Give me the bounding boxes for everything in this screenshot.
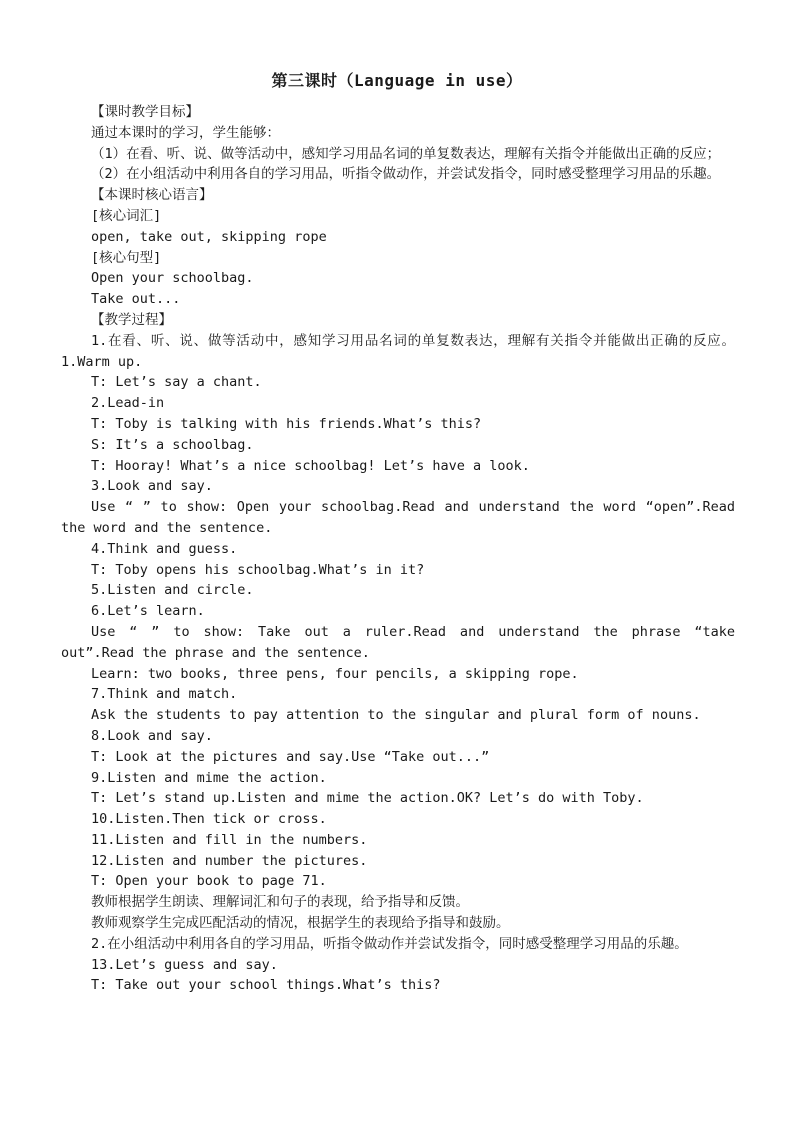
subheading-sentence-patterns: [核心句型] (91, 249, 162, 266)
paragraph: Take out... (91, 291, 181, 308)
paragraph: 5.Listen and circle. (91, 582, 254, 599)
paragraph: T: Open your book to page 71. (91, 873, 327, 890)
paragraph: Ask the students to pay attention to the singular and plural form of nouns. (91, 707, 701, 724)
paragraph: Use “ ” to show: Take out a ruler.Read and understand the phrase “take out”.Read the phrase and the sentence. (61, 623, 735, 661)
paragraph: Open your schoolbag. (91, 270, 254, 287)
paragraph: S: It’s a schoolbag. (91, 436, 254, 453)
paragraph: 教师根据学生朗读、理解词汇和句子的表现，给予指导和反馈。 (91, 894, 469, 911)
paragraph: （1）在看、听、说、做等活动中，感知学习用品名词的单复数表达，理解有关指令并能做出正确的反应； (91, 145, 721, 162)
page-title: 第三课时（Language in use） (271, 71, 523, 90)
paragraph: Learn: two books, three pens, four pencils, a skipping rope. (91, 665, 579, 682)
paragraph: 1.在看、听、说、做等活动中，感知学习用品名词的单复数表达，理解有关指令并能做出正确的反应。1.Warm up. (61, 332, 735, 370)
paragraph: 12.Listen and number the pictures. (91, 852, 368, 869)
paragraph: 6.Let’s learn. (91, 603, 205, 620)
paragraph: 3.Look and say. (91, 478, 213, 495)
paragraph: open, take out, skipping rope (91, 228, 327, 245)
section-heading-core-language: 【本课时核心语言】 (91, 187, 213, 204)
paragraph: 教师观察学生完成匹配活动的情况，根据学生的表现给予指导和鼓励。 (91, 915, 510, 932)
paragraph: 8.Look and say. (91, 727, 213, 744)
paragraph: T: Look at the pictures and say.Use “Take out...” (91, 748, 490, 765)
paragraph: 2.在小组活动中利用各自的学习用品，听指令做动作并尝试发指令，同时感受整理学习用品的乐趣。 (91, 935, 688, 952)
paragraph: Use “ ” to show: Open your schoolbag.Read and understand the word “open”.Read the word and the sentence. (61, 499, 735, 536)
paragraph: T: Let’s say a chant. (91, 374, 262, 391)
paragraph: 2.Lead-in (91, 395, 165, 412)
paragraph: 4.Think and guess. (91, 540, 238, 557)
paragraph: 11.Listen and fill in the numbers. (91, 831, 368, 848)
document-body (61, 102, 735, 996)
paragraph: 通过本课时的学习，学生能够： (91, 124, 280, 141)
paragraph: T: Hooray! What’s a nice schoolbag! Let’s have a look. (91, 457, 530, 474)
paragraph: T: Take out your school things.What’s this? (91, 977, 441, 994)
paragraph: 10.Listen.Then tick or cross. (91, 811, 327, 828)
paragraph: T: Let’s stand up.Listen and mime the action.OK? Let’s do with Toby. (91, 790, 644, 807)
paragraph: T: Toby opens his schoolbag.What’s in it? (91, 561, 425, 578)
section-heading-objectives: 【课时教学目标】 (91, 104, 199, 120)
paragraph: 13.Let’s guess and say. (91, 956, 278, 973)
paragraph: 7.Think and match. (91, 686, 238, 703)
paragraph: （2）在小组活动中利用各自的学习用品，听指令做动作，并尝试发指令，同时感受整理学习用品的乐趣。 (91, 166, 721, 183)
paragraph: T: Toby is talking with his friends.What’s this? (91, 415, 482, 432)
section-heading-process: 【教学过程】 (91, 311, 172, 328)
subheading-vocabulary: [核心词汇] (91, 207, 162, 224)
paragraph: 9.Listen and mime the action. (91, 769, 327, 786)
